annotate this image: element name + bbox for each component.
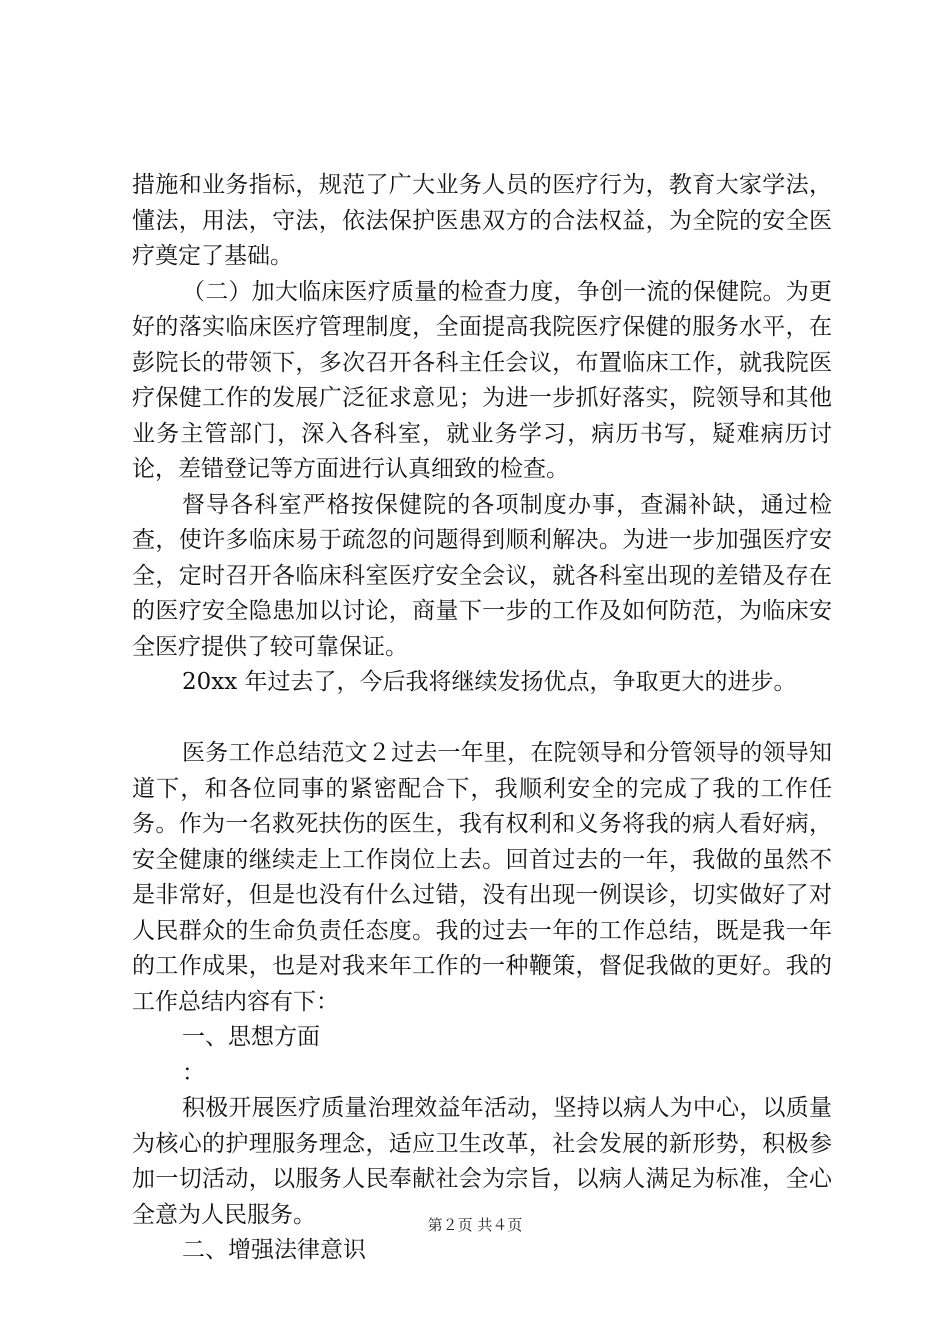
paragraph-quality-inspection: （二）加大临床医疗质量的检查力度，争创一流的保健院。为更好的落实临床医疗管理制度，全面提高我院医疗保健的服务水平，在彭院长的带领下，多次召开各科主任会议，布置临床工作，就我院医疗保健工作的发展广泛征求意见；为进一步抓好落实，院领导和其他业务主管部门，深入各科室，就业务学习，病历书写，疑难病历讨论，差错登记等方面进行认真细致的检查。	[132, 278, 832, 482]
body-text	[132, 168, 832, 1269]
colon-line: ：	[182, 1059, 205, 1086]
paragraph-supervision: 督导各科室严格按保健院的各项制度办事，查漏补缺，通过检查，使许多临床易于疏忽的问题得到顺利解决。为进一步加强医疗安全，定时召开各临床科室医疗安全会议，就各科室出现的差错及存在的医疗安全隐患加以讨论，商量下一步的工作及如何防范，为临床安全医疗提供了较可靠保证。	[132, 491, 832, 660]
paragraph-year-end: 20xx 年过去了，今后我将继续发扬优点，争取更大的进步。	[182, 669, 797, 695]
heading-legal-awareness: 二、增强法律意识	[182, 1237, 366, 1263]
paragraph-summary-sample-2: 医务工作总结范文２过去一年里，在院领导和分管领导的领导知道下，和各位同事的紧密配合下，我顺利安全的完成了我的工作任务。作为一名救死扶伤的医生，我有权利和义务将我的病人看好病，安全健康的继续走上工作岗位上去。回首过去的一年，我做的虽然不是非常好，但是也没有什么过错，没有出现一例误诊，切实做好了对人民群众的生命负责任态度。我的过去一年的工作总结，既是我一年的工作成果，也是对我来年工作的一种鞭策，督促我做的更好。我的工作总结内容有下：	[132, 740, 832, 1015]
paragraph-activities: 积极开展医疗质量治理效益年活动，坚持以病人为中心，以质量为核心的护理服务理念，适应卫生改革，社会发展的新形势，积极参加一切活动，以服务人民奉献社会为宗旨，以病人满足为标准，全心全意为人民服务。	[132, 1095, 832, 1228]
paragraph-continuation: 措施和业务指标，规范了广大业务人员的医疗行为，教育大家学法，懂法，用法，守法，依法保护医患双方的合法权益，为全院的安全医疗奠定了基础。	[132, 172, 832, 269]
page-footer: 第２页 共４页	[427, 1216, 523, 1234]
heading-thought: 一、思想方面	[182, 1024, 320, 1050]
